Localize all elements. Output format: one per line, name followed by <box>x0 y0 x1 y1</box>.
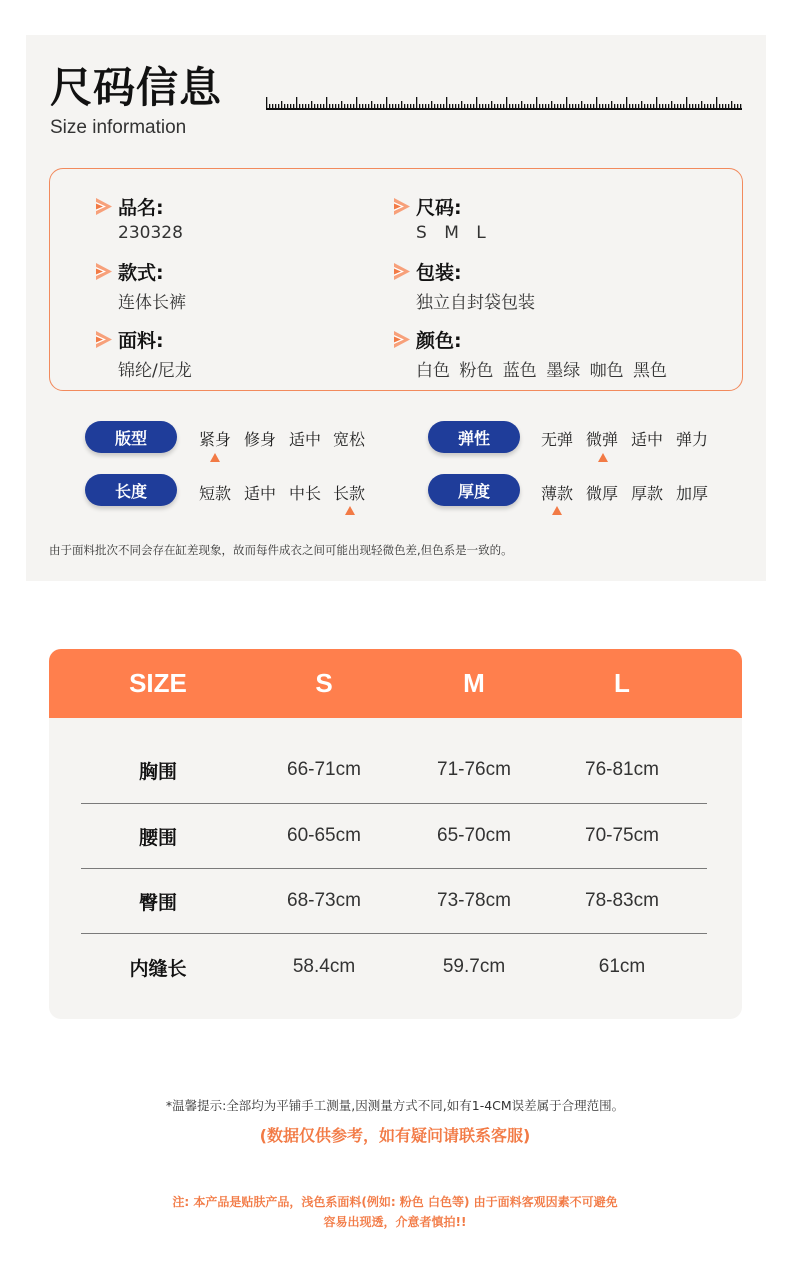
attr-option: 微弹 <box>586 430 619 449</box>
arrow-play-icon <box>392 197 411 216</box>
size-table <box>49 649 742 1019</box>
info-value-fabric: 锦纶/尼龙 <box>118 361 192 381</box>
selected-marker-icon <box>345 506 355 515</box>
info-value-size: S M L <box>416 223 486 243</box>
attr-option: 宽松 <box>333 430 366 449</box>
ruler-decoration <box>266 97 742 110</box>
table-cell: 73-78cm <box>437 890 511 911</box>
attr-option: 中长 <box>289 484 322 503</box>
table-cell: 68-73cm <box>287 890 361 911</box>
info-item-name: 品名: 230328 <box>94 194 183 243</box>
info-item-package: 包装: 独立自封袋包装 <box>392 259 535 313</box>
size-info-panel <box>26 35 766 581</box>
table-header-cell: S <box>315 668 333 698</box>
table-row-label: 内缝长 <box>129 957 187 980</box>
row-divider <box>81 868 707 869</box>
attr-option: 加厚 <box>676 484 709 503</box>
table-row-label: 腰围 <box>138 826 177 849</box>
table-cell: 65-70cm <box>437 825 511 846</box>
table-header-cell: SIZE <box>129 668 187 698</box>
attr-option: 无弹 <box>541 430 574 449</box>
product-info-box <box>49 168 743 391</box>
info-value-package: 独立自封袋包装 <box>416 293 535 313</box>
arrow-play-icon <box>94 262 113 281</box>
info-value-color: 白色 粉色 蓝色 墨绿 咖色 黑色 <box>416 361 668 381</box>
attr-pill-length: 长度 <box>85 474 177 506</box>
page-subtitle: Size information <box>50 117 187 138</box>
selected-marker-icon <box>598 453 608 462</box>
attr-option: 长款 <box>333 484 366 503</box>
selected-marker-icon <box>552 506 562 515</box>
arrow-play-icon <box>94 197 113 216</box>
info-value-style: 连体长裤 <box>118 293 186 313</box>
table-cell: 78-83cm <box>585 890 659 911</box>
attr-option: 厚款 <box>631 484 664 503</box>
table-row-label: 臀围 <box>138 891 177 914</box>
warning-note-line1: 注: 本产品是贴肤产品，浅色系面料(例如: 粉色 白色等) 由于面料客观因素不可避免 <box>172 1195 618 1209</box>
selected-marker-icon <box>210 453 220 462</box>
attr-pill-elasticity: 弹性 <box>428 421 520 453</box>
table-cell: 71-76cm <box>437 759 511 780</box>
info-item-color: 颜色: 白色 粉色 蓝色 墨绿 咖色 黑色 <box>392 327 667 381</box>
measure-note: *温馨提示:全部均为平铺手工测量,因测量方式不同,如有1-4CM误差属于合理范围。 <box>165 1098 625 1113</box>
table-cell: 61cm <box>598 956 646 977</box>
attr-option: 适中 <box>244 484 277 503</box>
table-cell: 66-71cm <box>287 759 361 780</box>
table-header-cell: M <box>463 668 485 698</box>
attr-option: 紧身 <box>199 430 232 449</box>
attr-option: 适中 <box>631 430 664 449</box>
arrow-play-icon <box>392 262 411 281</box>
info-item-size: 尺码: S M L <box>392 194 486 243</box>
table-cell: 60-65cm <box>287 825 361 846</box>
info-item-style: 款式: 连体长裤 <box>94 259 186 313</box>
table-cell: 58.4cm <box>292 956 356 977</box>
info-item-fabric: 面料: 锦纶/尼龙 <box>94 327 192 381</box>
page-title: 尺码信息 <box>50 63 223 112</box>
attr-pill-thickness: 厚度 <box>428 474 520 506</box>
color-difference-notice: 由于面料批次不同会存在缸差现象，故而每件成衣之间可能出现轻微色差,但色系是一致的。 <box>49 543 513 557</box>
table-cell: 59.7cm <box>442 956 506 977</box>
arrow-play-icon <box>392 330 411 349</box>
table-cell: 70-75cm <box>585 825 659 846</box>
attr-option: 弹力 <box>676 430 709 449</box>
attr-option: 薄款 <box>541 484 574 503</box>
row-divider <box>81 803 707 804</box>
attr-option: 适中 <box>289 430 322 449</box>
attr-option: 微厚 <box>586 484 619 503</box>
attr-pill-fit: 版型 <box>85 421 177 453</box>
size-table-header <box>49 649 742 718</box>
row-divider <box>81 933 707 934</box>
table-header-cell: L <box>614 668 630 698</box>
table-row-label: 胸围 <box>138 760 177 783</box>
table-cell: 76-81cm <box>585 759 659 780</box>
reference-note: (数据仅供参考，如有疑问请联系客服) <box>259 1126 531 1145</box>
attr-option: 短款 <box>199 484 232 503</box>
attr-option: 修身 <box>244 430 277 449</box>
warning-note-line2: 容易出现透，介意者慎拍!! <box>323 1215 467 1229</box>
arrow-play-icon <box>94 330 113 349</box>
info-value-name: 230328 <box>118 223 183 243</box>
